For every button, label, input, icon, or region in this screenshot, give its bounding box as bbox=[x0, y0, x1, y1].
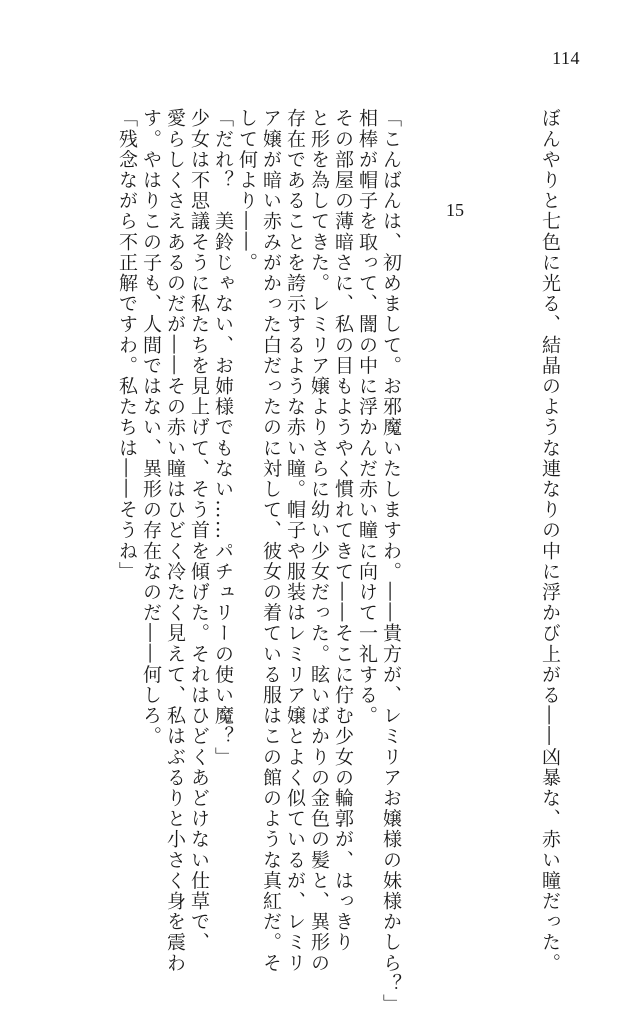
page-number: 114 bbox=[552, 48, 580, 68]
text-column: 「だれ？ 美鈴じゃない、お姉様でもない……パチュリーの使い魔？」 bbox=[212, 108, 234, 768]
text-column: と形を為してきた。レミリア嬢よりさらに幼い少女だった。眩いばかりの金色の髪と、異形の bbox=[308, 108, 330, 974]
text-column: 「こんばんは、初めまして。お邪魔いたしますわ。――貴方が、レミリアお嬢様の妹様かしら？」 bbox=[380, 108, 402, 1014]
text-column: その部屋の薄暗さに、私の目もようやく慣れてきて――そこに佇む少女の輪郭が、はっきり bbox=[332, 108, 354, 953]
text-column: 存在であることを誇示するような赤い瞳。帽子や服装はレミリア嬢とよく似ているが、レミリ bbox=[284, 108, 306, 974]
text-column: ア嬢が暗い赤みがかった白だったのに対して、彼女の着ている服はこの館のような真紅だ。そ bbox=[260, 108, 282, 974]
text-column: す。やはりこの子も、人間ではない、異形の存在なのだ――何しろ。 bbox=[140, 108, 162, 747]
text-column: 相棒が帽子を取って、闇の中に浮かんだ赤い瞳に向けて一礼する。 bbox=[356, 108, 378, 726]
text-column: 少女は不思議そうに私たちを見上げて、そう首を傾げた。それはひどくあどけない仕草で、 bbox=[188, 108, 210, 953]
text-column: 愛らしくさえあるのだが――その赤い瞳はひどく冷たく見えて、私はぶるりと小さく身を震わ bbox=[164, 108, 186, 974]
text-column: して何より――。 bbox=[236, 108, 258, 273]
chapter-number: 15 bbox=[446, 200, 464, 220]
text-column: 「残念ながら不正解ですわ。私たちは――そうね」 bbox=[116, 108, 138, 582]
text-column: ぼんやりと七色に光る、結晶のような連なりの中に浮かび上がる――凶暴な、赤い瞳だった。 bbox=[539, 108, 561, 974]
